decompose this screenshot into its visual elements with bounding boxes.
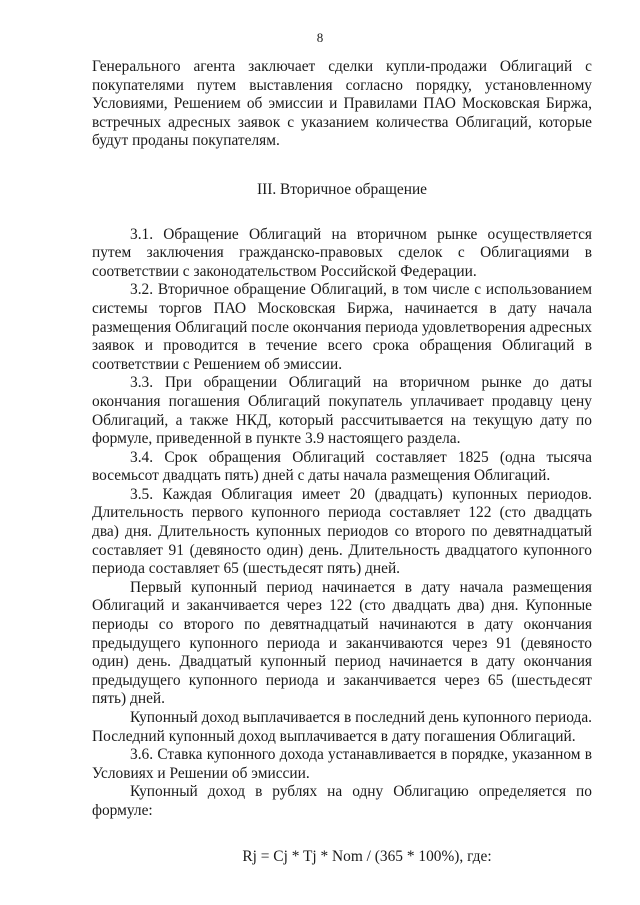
section-heading: III. Вторичное обращение [256, 180, 428, 198]
paragraph-coupon-formula-intro: Купонный доход в рублях на одну Облигацию определяется по формуле: [92, 783, 592, 819]
coupon-formula: Rj = Cj * Tj * Nom / (365 * 100%), где: [242, 847, 492, 865]
paragraph-3-3: 3.3. При обращении Облигаций на вторичном рынке до даты окончания погашения Облигаций покупатель уплачивает продавцу цену Облигаций, а также НКД, который рассчитывается на текущую дату по формуле, приведенной в пункте 3.9 настоящего раздела. [92, 374, 592, 448]
intro-paragraph: Генерального агента заключает сделки купли-продажи Облигаций с покупателями путем выставления согласно порядку, установленному Условиями, Решением об эмиссии и Правилами ПАО Московская Биржа, встречных адресных заявок с указанием количества Облигаций, которые будут проданы покупателям. [92, 58, 592, 150]
page-number: 8 [316, 30, 324, 45]
paragraph-3-5: 3.5. Каждая Облигация имеет 20 (двадцать) купонных периодов. Длительность первого купонного периода составляет 122 (сто двадцать два) дня. Длительность купонных периодов со второго по девятнадцатый составляет 91 (девяносто один) день. Длительность двадцатого купонного периода составляет 65 (шестьдесят пять) дней. [92, 485, 592, 578]
document-body [92, 58, 592, 866]
paragraph-coupon-payment: Купонный доход выплачивается в последний день купонного периода. Последний купонный доход выплачивается в дату погашения Облигаций. [92, 709, 592, 745]
paragraph-3-1: 3.1. Обращение Облигаций на вторичном рынке осуществляется путем заключения гражданско-правовых сделок с Облигациями в соответствии с законодательством Российской Федерации. [92, 225, 592, 280]
paragraph-3-4: 3.4. Срок обращения Облигаций составляет 1825 (одна тысяча восемьсот двадцать пять) дней с даты начала размещения Облигаций. [92, 448, 592, 485]
paragraph-3-2: 3.2. Вторичное обращение Облигаций, в том числе с использованием системы торгов ПАО Московская Биржа, начинается в дату начала размещения Облигаций после окончания периода удовлетворения адресных заявок и проводится в течение всего срока обращения Облигаций в соответствии с Решением об эмиссии. [92, 281, 592, 373]
paragraph-coupon-periods: Первый купонный период начинается в дату начала размещения Облигаций и заканчивается через 122 (сто двадцать два) дня. Купонные периоды со второго по девятнадцатый начинаются в дату окончания предыдущего купонного периода и заканчиваются через 91 (девяносто один) день. Двадцатый купонный период начинается в дату окончания предыдущего купонного периода и заканчивается через 65 (шестьдесят пять) дней. [92, 578, 592, 708]
paragraph-3-6: 3.6. Ставка купонного дохода устанавливается в порядке, указанном в Условиях и Решении об эмиссии. [92, 746, 592, 782]
